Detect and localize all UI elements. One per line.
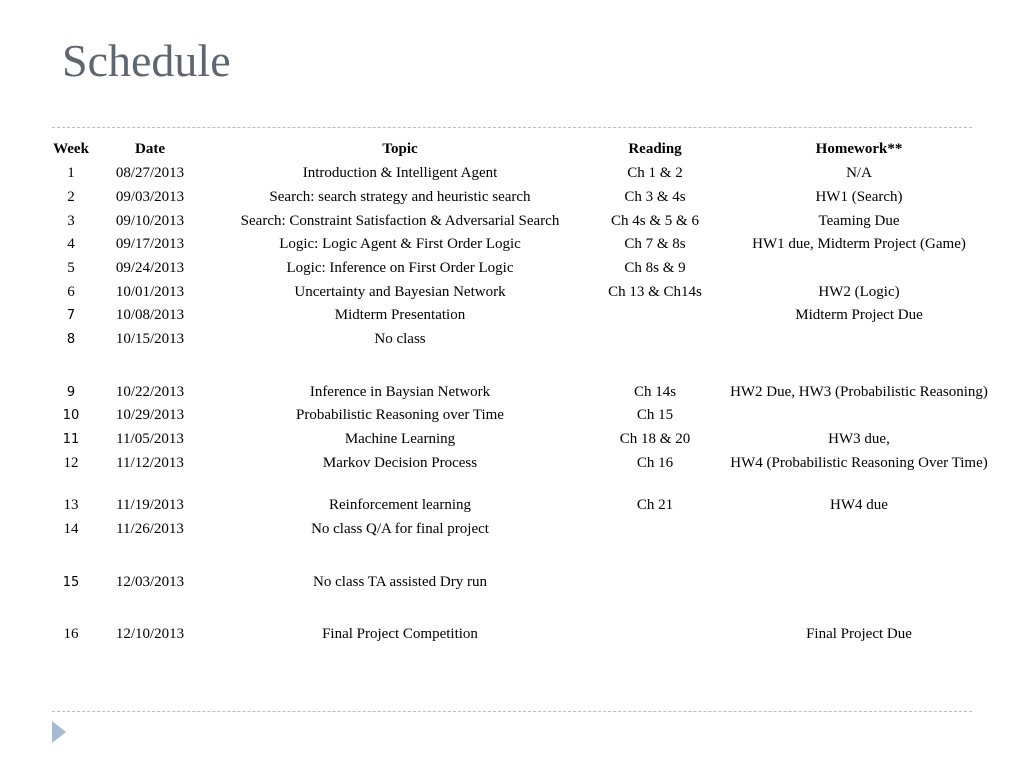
cell-homework: HW4 (Probabilistic Reasoning Over Time) — [730, 455, 988, 471]
cell-date: 11/26/2013 — [116, 521, 184, 537]
cell-homework: HW1 (Search) — [815, 189, 903, 205]
cell-week: 11 — [62, 432, 80, 447]
cell-reading: Ch 4s & 5 & 6 — [611, 213, 699, 229]
cell-date: 09/17/2013 — [115, 236, 185, 252]
cell-week: 15 — [62, 575, 80, 590]
cell-date: 11/12/2013 — [116, 455, 184, 471]
header-week: Week — [53, 141, 89, 157]
cell-homework: HW2 Due, HW3 (Probabilistic Reasoning) — [730, 384, 988, 400]
cell-week: 2 — [67, 189, 75, 205]
cell-topic: No class Q/A for final project — [311, 521, 489, 537]
cell-reading: Ch 15 — [636, 407, 674, 423]
cell-week: 6 — [67, 284, 75, 300]
header-topic: Topic — [382, 141, 418, 157]
cell-date: 12/03/2013 — [115, 574, 185, 590]
cell-topic: No class TA assisted Dry run — [313, 574, 487, 590]
cell-homework: HW3 due, — [828, 431, 890, 447]
cell-week: 13 — [63, 497, 79, 513]
cell-date: 09/03/2013 — [115, 189, 185, 205]
cell-date: 09/24/2013 — [115, 260, 185, 276]
cell-homework: Teaming Due — [818, 213, 900, 229]
cell-week: 9 — [66, 385, 76, 400]
cell-topic: Final Project Competition — [322, 626, 478, 642]
cell-week: 12 — [63, 455, 79, 471]
cell-homework: HW2 (Logic) — [818, 284, 900, 300]
cell-reading: Ch 3 & 4s — [624, 189, 686, 205]
cell-date: 11/19/2013 — [116, 497, 184, 513]
cell-date: 11/05/2013 — [116, 431, 184, 447]
cell-week: 3 — [67, 213, 75, 229]
cell-topic: Reinforcement learning — [328, 497, 472, 513]
cell-date: 10/08/2013 — [115, 307, 185, 323]
cell-week: 4 — [67, 236, 75, 252]
cell-date: 09/10/2013 — [115, 213, 185, 229]
top-divider — [52, 127, 972, 128]
cell-reading: Ch 13 & Ch14s — [608, 284, 702, 300]
header-homework: Homework** — [815, 141, 903, 157]
cell-week: 8 — [66, 332, 76, 347]
cell-week: 14 — [63, 521, 79, 537]
bottom-divider — [52, 711, 972, 712]
cell-reading: Ch 7 & 8s — [624, 236, 686, 252]
cell-reading: Ch 16 — [636, 455, 674, 471]
cell-date: 08/27/2013 — [115, 165, 185, 181]
cell-date: 10/29/2013 — [115, 407, 185, 423]
cell-homework: HW1 due, Midterm Project (Game) — [752, 236, 966, 252]
cell-topic: Probabilistic Reasoning over Time — [296, 407, 504, 423]
cell-homework: HW4 due — [830, 497, 888, 513]
slide-title: Schedule — [62, 35, 231, 86]
cell-reading: Ch 18 & 20 — [619, 431, 691, 447]
cell-date: 12/10/2013 — [115, 626, 185, 642]
cell-date: 10/15/2013 — [115, 331, 185, 347]
cell-topic: Machine Learning — [344, 431, 456, 447]
cell-week: 7 — [66, 308, 76, 323]
cell-reading: Ch 1 & 2 — [627, 165, 683, 181]
cell-reading: Ch 14s — [633, 384, 677, 400]
slide-bullet-arrow-icon — [52, 721, 66, 743]
cell-homework: Midterm Project Due — [795, 307, 923, 323]
cell-topic: Search: search strategy and heuristic search — [269, 189, 531, 205]
cell-date: 10/22/2013 — [115, 384, 185, 400]
cell-topic: Logic: Logic Agent & First Order Logic — [279, 236, 521, 252]
header-date: Date — [135, 141, 165, 157]
cell-topic: Uncertainty and Bayesian Network — [294, 284, 506, 300]
cell-week: 16 — [63, 626, 79, 642]
cell-week: 5 — [67, 260, 75, 276]
cell-homework: N/A — [846, 165, 872, 181]
cell-homework: Final Project Due — [806, 626, 912, 642]
header-reading: Reading — [628, 141, 682, 157]
cell-topic: Markov Decision Process — [322, 455, 478, 471]
cell-topic: No class — [374, 331, 426, 347]
cell-reading: Ch 8s & 9 — [624, 260, 686, 276]
cell-date: 10/01/2013 — [115, 284, 185, 300]
cell-week: 1 — [67, 165, 75, 181]
cell-topic: Introduction & Intelligent Agent — [302, 165, 498, 181]
cell-reading: Ch 21 — [636, 497, 674, 513]
cell-topic: Search: Constraint Satisfaction & Adversarial Search — [240, 213, 560, 229]
cell-topic: Inference in Baysian Network — [309, 384, 491, 400]
cell-topic: Logic: Inference on First Order Logic — [286, 260, 514, 276]
cell-topic: Midterm Presentation — [334, 307, 466, 323]
cell-week: 10 — [62, 408, 80, 423]
